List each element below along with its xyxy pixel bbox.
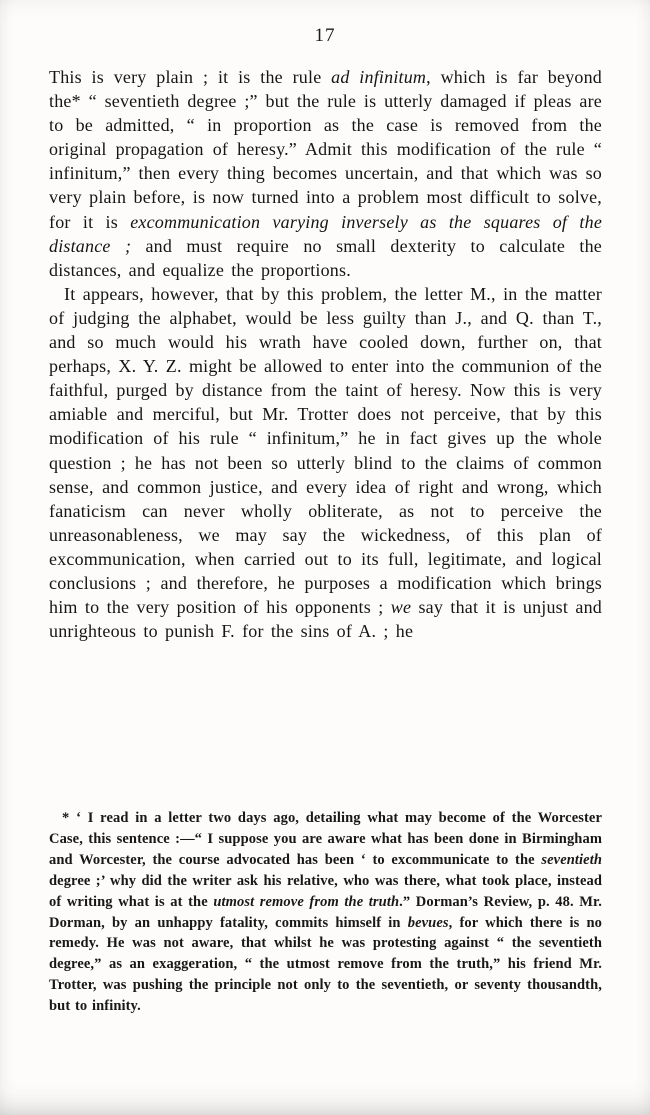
footnote-paragraph: [49, 808, 602, 1017]
main-text: [49, 65, 602, 643]
text-segment-italic: excommunication varying inversely as the squares of the distance ;: [49, 211, 603, 256]
text-segment-italic: ad infinitum: [331, 67, 427, 87]
page-number: 17: [314, 25, 336, 46]
footnote: [49, 808, 602, 1017]
paragraph-2: [49, 282, 602, 643]
text-segment: , which is far beyond the* “ seventieth degree ;” but the rule is utterly damaged if pleas are to be admitted, “ in proportion as the case is removed from the original propagation of heresy.” Admit this modification of the rule “ infinitum,” then every thing becomes uncertain, and that which was so very plain before, is now turned into a problem most difficult to solve, for it is: [49, 67, 603, 232]
text-segment: say that it is unjust and unrighteous to punish F. for the sins of A. ; he: [49, 597, 602, 642]
text-segment: and must require no small dexterity to calculate the distances, and equalize the proportions.: [49, 235, 602, 280]
text-segment: It appears, however, that by this problem, the letter M., in the matter of judging the alphabet, would be less guilty than J., and Q. than T., and so much would his wrath have cooled down, further on, that perhaps, X. Y. Z. might be allowed to enter into the communion of the faithful, purged by distance from the taint of heresy. Now this is very amiable and merciful, but Mr. Trotter does not perceive, that by this modification of his rule “ infinitum,” he in fact gives up the whole question ; he has not been so utterly blind to the claims of common sense, and common justice, and every idea of right and wrong, which fanaticism can never wholly obliterate, as not to perceive the unreasonableness, we may say the wickedness, of this plan of excommunication, when carried out to its full, legitimate, and logical conclusions ; and therefore, he purposes a modification which brings him to the very position of his opponents ;: [49, 283, 602, 618]
text-segment-italic: seventieth: [541, 851, 602, 868]
text-segment: degree ;’ why did the writer ask his relative, who was there, what took place, instead of writing what is at the: [49, 872, 602, 910]
text-segment-italic: we: [390, 597, 412, 618]
text-segment-italic: utmost remove from the truth: [213, 893, 400, 910]
text-segment: This is very plain ; it is the rule: [49, 67, 332, 87]
text-segment: , for which there is no remedy. He was not aware, that whilst he was protesting against “ the seventieth degree,” as an exaggeration, “ the utmost remove from the truth,” his friend Mr. Trotter, was pushing the principle not only to the seventieth, or seventy thousandth, but to infinity.: [49, 914, 602, 1015]
text-segment: * ‘ I read in a letter two days ago, detailing what may become of the Worcester Case, this sentence :—“ I suppose you are aware what has been done in Birmingham and Worcester, the course advocated has been ‘ to excommunicate to the: [49, 810, 602, 868]
paragraph-1: [49, 65, 602, 282]
text-segment: .” Dorman’s Review, p. 48. Mr. Dorman, by an unhappy fatality, commits himself in: [49, 893, 602, 931]
text-segment-italic: bevues: [407, 914, 449, 931]
